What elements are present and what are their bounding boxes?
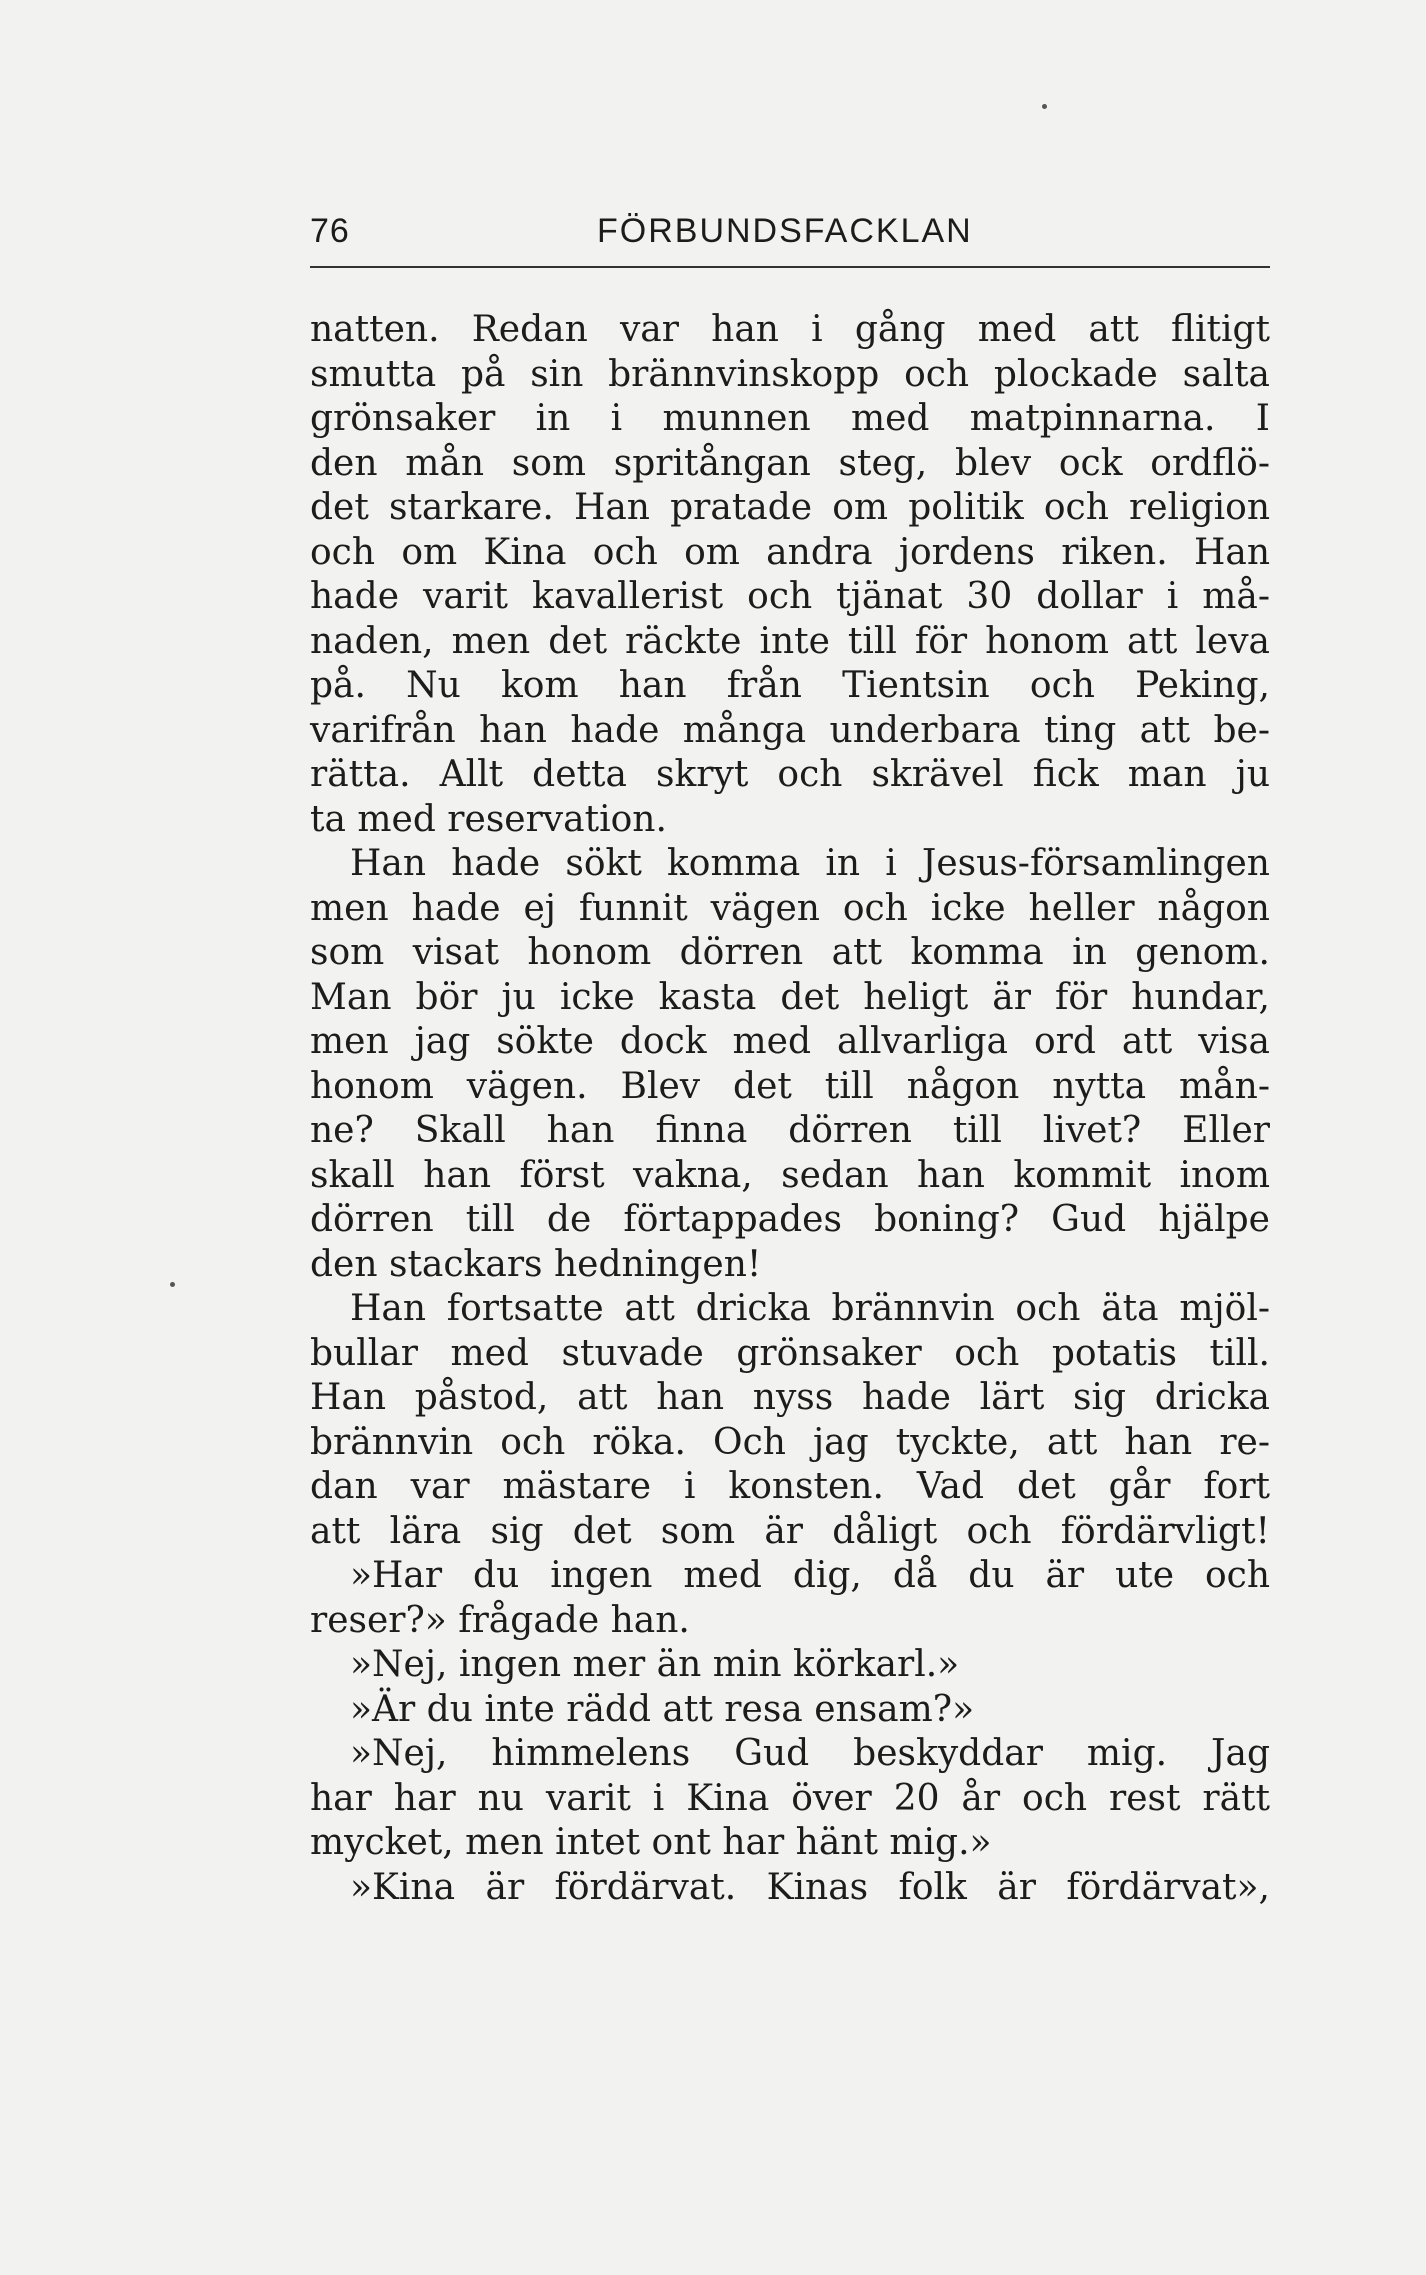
text-line: Man bör ju icke kasta det heligt är för hundar,	[310, 976, 1270, 1018]
body-text	[310, 308, 1270, 1910]
text-line: honom vägen. Blev det till någon nytta mån-	[310, 1065, 1270, 1107]
print-speck	[170, 1282, 175, 1287]
text-line: men hade ej funnit vägen och icke heller någon	[310, 887, 1270, 929]
text-line: ta med reservation.	[310, 798, 667, 840]
page-header	[310, 212, 1270, 262]
text-line: som visat honom dörren att komma in genom.	[310, 932, 1270, 973]
text-line: smutta på sin brännvinskopp och plockade salta	[310, 353, 1270, 395]
text-line: hade varit kavallerist och tjänat 30 dollar i må-	[310, 576, 1270, 617]
text-line: den stackars hedningen!	[310, 1243, 762, 1285]
text-line: den mån som spritångan steg, blev ock ordflö-	[310, 442, 1270, 484]
running-title: FÖRBUNDSFACKLAN	[597, 212, 973, 250]
text-line: har har nu varit i Kina över 20 år och rest rätt	[310, 1777, 1270, 1819]
text-line: på. Nu kom han från Tientsin och Peking,	[310, 665, 1270, 706]
text-line: Han påstod, att han nyss hade lärt sig dricka	[310, 1377, 1270, 1418]
header-rule	[310, 266, 1270, 268]
text-line: Han fortsatte att dricka brännvin och äta mjöl-	[350, 1288, 1270, 1329]
text-line: naden, men det räckte inte till för honom att leva	[310, 620, 1270, 662]
text-line: bullar med stuvade grönsaker och potatis till.	[310, 1332, 1270, 1374]
text-line: det starkare. Han pratade om politik och religion	[310, 487, 1270, 528]
text-line: att lära sig det som är dåligt och fördärvligt!	[310, 1510, 1270, 1552]
text-line: dörren till de förtappades boning? Gud hjälpe	[310, 1199, 1270, 1240]
text-line: »Nej, ingen mer än min körkarl.»	[350, 1644, 960, 1685]
text-line: reser?» frågade han.	[310, 1599, 690, 1641]
text-line: »Är du inte rädd att resa ensam?»	[350, 1688, 975, 1730]
text-line: ne? Skall han finna dörren till livet? Eller	[310, 1110, 1270, 1151]
text-line: grönsaker in i munnen med matpinnarna. I	[310, 398, 1270, 439]
text-line: natten. Redan var han i gång med att flitigt	[310, 309, 1270, 350]
text-line: men jag sökte dock med allvarliga ord att visa	[310, 1021, 1270, 1062]
text-line: »Har du ingen med dig, då du är ute och	[350, 1555, 1270, 1596]
text-line: rätta. Allt detta skryt och skrävel fick man ju	[310, 754, 1270, 795]
text-line: »Kina är fördärvat. Kinas folk är fördärvat»,	[350, 1866, 1270, 1908]
text-line: brännvin och röka. Och jag tyckte, att han re-	[310, 1421, 1270, 1463]
text-line: skall han först vakna, sedan han kommit inom	[310, 1154, 1270, 1196]
page-number: 76	[310, 212, 350, 250]
text-line: dan var mästare i konsten. Vad det går fort	[310, 1466, 1270, 1507]
text-line: Han hade sökt komma in i Jesus-församlingen	[350, 843, 1270, 884]
text-line: och om Kina och om andra jordens riken. Han	[310, 531, 1270, 573]
text-line: varifrån han hade många underbara ting att be-	[310, 709, 1270, 751]
print-speck	[1042, 104, 1047, 109]
text-line: mycket, men intet ont har hänt mig.»	[310, 1822, 992, 1863]
text-line: »Nej, himmelens Gud beskyddar mig. Jag	[350, 1733, 1270, 1774]
